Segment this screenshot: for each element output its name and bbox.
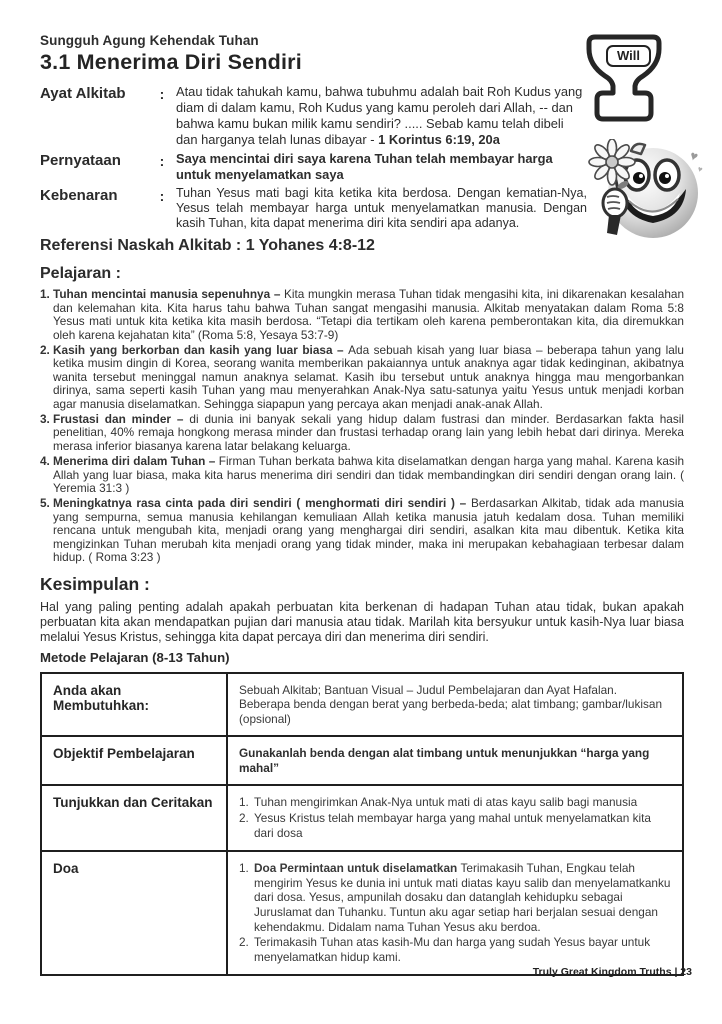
heading-pelajaran: Pelajaran : (40, 265, 121, 283)
item-text: di dunia ini banyak sekali yang hidup dalam fustrasi dan minder. Berdasarkan fakta hasil penelitian, 40% remaja hongkong merasa minder dan frustasi terhadap orang lain yang lebih hebat dari dirinya. Mereka merasa inferior biasanya karena latar belakang keluarga. (53, 412, 684, 453)
heart-icon: ♥ (696, 164, 704, 175)
table-row (41, 736, 683, 785)
item-text: Berdasarkan Alkitab, tidak ada manusia yang sempurna, semua manusia kehilangan kemuliaan Allah ketika manusia jatuh kedalam dosa. Tuhan memiliki rencana untuk mengubah kita, menjadi orang yang menghargai diri sendiri, asalkan kita mau dibentuk. Ketika kita mengizinkan Tuhan merubah kita menjadi orang yang tidak minder, maka ini merupakan kebahagiaan terbesar dalam hidup. ( Roma 3:23 ) (53, 496, 684, 565)
page-footer: Truly Great Kingdom Truths | 23 (532, 966, 692, 978)
item-text: Terimakasih Tuhan atas kasih-Mu dan harga yang sudah Yesus bayar untuk menyelamatkan hidup kami. (254, 935, 651, 964)
item-lead: Doa Permintaan untuk diselamatkan (254, 861, 461, 876)
sleeve (607, 215, 621, 235)
item-lead: Tuhan mencintai manusia sepenuhnya – (53, 287, 285, 302)
field-label: Ayat Alkitab (40, 85, 126, 102)
cell-list-item (239, 811, 671, 840)
heading-kesimpulan: Kesimpulan : (40, 573, 150, 594)
item-number: 1. (239, 861, 249, 876)
item-number: 4. (40, 454, 50, 469)
hand (603, 189, 627, 217)
field-colon: : (159, 86, 165, 102)
verse-reference: 1 Korintus 6:19, 20a (378, 132, 500, 147)
row-label: Objektif Pembelajaran (41, 736, 227, 785)
field-value: Tuhan Yesus mati bagi kita ketika kita berdosa. Dengan kematian-Nya, Yesus telah membayar harga untuk menyelamatkan manusia. Dengan kasih Tuhan, kita dapat menerima diri kita sendiri apa adanya. (176, 186, 587, 230)
item-number: 2. (239, 935, 249, 950)
heart-icon: ♥ (688, 147, 701, 165)
item-number: 3. (40, 412, 50, 427)
item-lead: Kasih yang berkorban dan kasih yang luar biasa – (53, 343, 349, 358)
field-colon: : (159, 153, 165, 169)
item-lead: Menerima diri dalam Tuhan – (53, 454, 219, 469)
field-colon: : (159, 188, 165, 204)
field-label: Kebenaran (40, 187, 118, 204)
lesson-item (40, 455, 684, 495)
field-value: Saya mencintai diri saya karena Tuhan telah membayar harga untuk menyelamatkan saya (176, 151, 553, 182)
item-lead: Frustasi dan minder – (53, 412, 190, 427)
lesson-item (40, 497, 684, 564)
cell-list-item (239, 861, 671, 934)
heading-referensi: Referensi Naskah Alkitab : 1 Yohanes 4:8-12 (40, 237, 375, 255)
item-text: Kita mungkin merasa Tuhan tidak mengasihi kita, ini dikarenakan kesalahan dan kelemahan kita. Kita harus tahu bahwa Tuhan sangat mengasihi manusia. Alkitab menyatakan dalam Roma 5:8 Yesus mati untuk kita ketika kita masih berdosa. “Tetapi dia tertikam oleh karena pemberontakan kita, dia diremukkan oleh karena kejahatan kita” (Roma 5:8, Yesaya 53:7-9) (53, 287, 684, 342)
row-value (227, 851, 683, 975)
hair-tuft (631, 144, 645, 154)
item-number: 1. (40, 287, 50, 302)
row-label: Doa (41, 851, 227, 975)
item-number: 2. (40, 343, 50, 358)
item-text: Terimakasih Tuhan, Engkau telah mengirim Yesus ke dunia ini untuk mati diatas kayu salib dan menyelamatkanku dari dosa. Yesus, ampunilah dosaku dan datanglah kehidupku sebagai Juruslamat dan Tuhanku. Tuntun aku agar setiap hari berjalan sesuai dengan kehendakmu. Didalam nama Tuhan Yesus aku berdoa. (254, 861, 671, 934)
will-badge: Will (606, 45, 651, 67)
item-number: 1. (239, 795, 249, 810)
smiley-graphic (585, 139, 707, 241)
cell-list-item (239, 795, 671, 810)
method-table (40, 672, 684, 977)
table-row (41, 785, 683, 851)
verse-text: Atau tidak tahukah kamu, bahwa tubuhmu adalah bait Roh Kudus yang diam di dalam kamu, Roh Kudus yang kamu peroleh dari Allah, -- dan bahwa kamu bukan milik kamu sendiri? ..... Sebab kamu telah dibeli dan harganya telah lunas dibayar - (176, 84, 583, 147)
item-lead: Meningkatnya rasa cinta pada diri sendiri ( menghormati diri sendiri ) – (53, 496, 471, 511)
field-value (176, 84, 587, 148)
item-text: Firman Tuhan berkata bahwa kita diselamatkan dengan harga yang mahal. Karena kasih Allah yang luar biasa, maka kita harus menerima diri sendiri dan tidak membandingkan diri sendiri dengan orang lain. ( Yeremia 31:3 ) (53, 454, 685, 496)
smiley-flower-image (585, 139, 707, 241)
chapter-kicker: Sungguh Agung Kehendak Tuhan (40, 33, 259, 48)
item-text: Ada sebuah kisah yang luar biasa – beberapa tahun yang lalu ketika musim dingin di Korea, seorang wanita memberikan pakaiannya untuk anaknya agar tidak kedinginan, akibatnya wanita tersebut meninggal namun anaknya selamat. Kasih ibu tersebut untuk anaknya hingga mau mengorbankan dirinya, sama seperti kasih Tuhan yang mau menyerahkan Anak-Nya satu-satunya yaitu Yesus untuk menjadi korban agar manusia diselamatkan. Sehingga siapapun yang percaya akan menjadi anak-anak Allah. (53, 343, 684, 411)
item-text: Yesus Kristus telah membayar harga yang mahal untuk menyelamatkan kita dari dosa (254, 811, 651, 840)
lesson-item (40, 344, 684, 411)
item-text: Tuhan mengirimkan Anak-Nya untuk mati di atas kayu salib bagi manusia (254, 795, 638, 810)
item-number: 2. (239, 811, 249, 826)
item-number: 5. (40, 496, 50, 511)
row-label: Anda akan Membutuhkan: (41, 673, 227, 737)
table-row (41, 851, 683, 975)
row-label: Tunjukkan dan Ceritakan (41, 785, 227, 851)
lesson-item (40, 413, 684, 453)
row-value (227, 785, 683, 851)
lesson-item (40, 288, 684, 342)
heading-metode: Metode Pelajaran (8-13 Tahun) (40, 649, 230, 665)
lesson-list (40, 288, 684, 564)
field-label: Pernyataan (40, 152, 121, 169)
table-row (41, 673, 683, 737)
cell-list-item (239, 935, 671, 964)
trophy-icon (581, 33, 667, 123)
flower-center (606, 156, 618, 168)
page-title: 3.1 Menerima Diri Sendiri (40, 50, 302, 74)
kesimpulan-paragraph: Hal yang paling penting adalah apakah perbuatan kita berkenan di hadapan Tuhan atau tidak, bukan apakah perbuatan kita akan mendapatkan pujian dari manusia atau tidak. Marilah kita bersyukur untuk kasih-Nya luar biasa melalui Yesus Kristus, sehingga kita dapat percaya diri dan menerima diri sendiri. (40, 599, 684, 644)
row-value: Gunakanlah benda dengan alat timbang untuk menunjukkan “harga yang mahal” (227, 736, 683, 785)
row-value: Sebuah Alkitab; Bantuan Visual – Judul Pembelajaran dan Ayat Hafalan. Beberapa benda dengan berat yang berbeda-beda; alat timbang; gambar/lukisan (opsional) (227, 673, 683, 737)
